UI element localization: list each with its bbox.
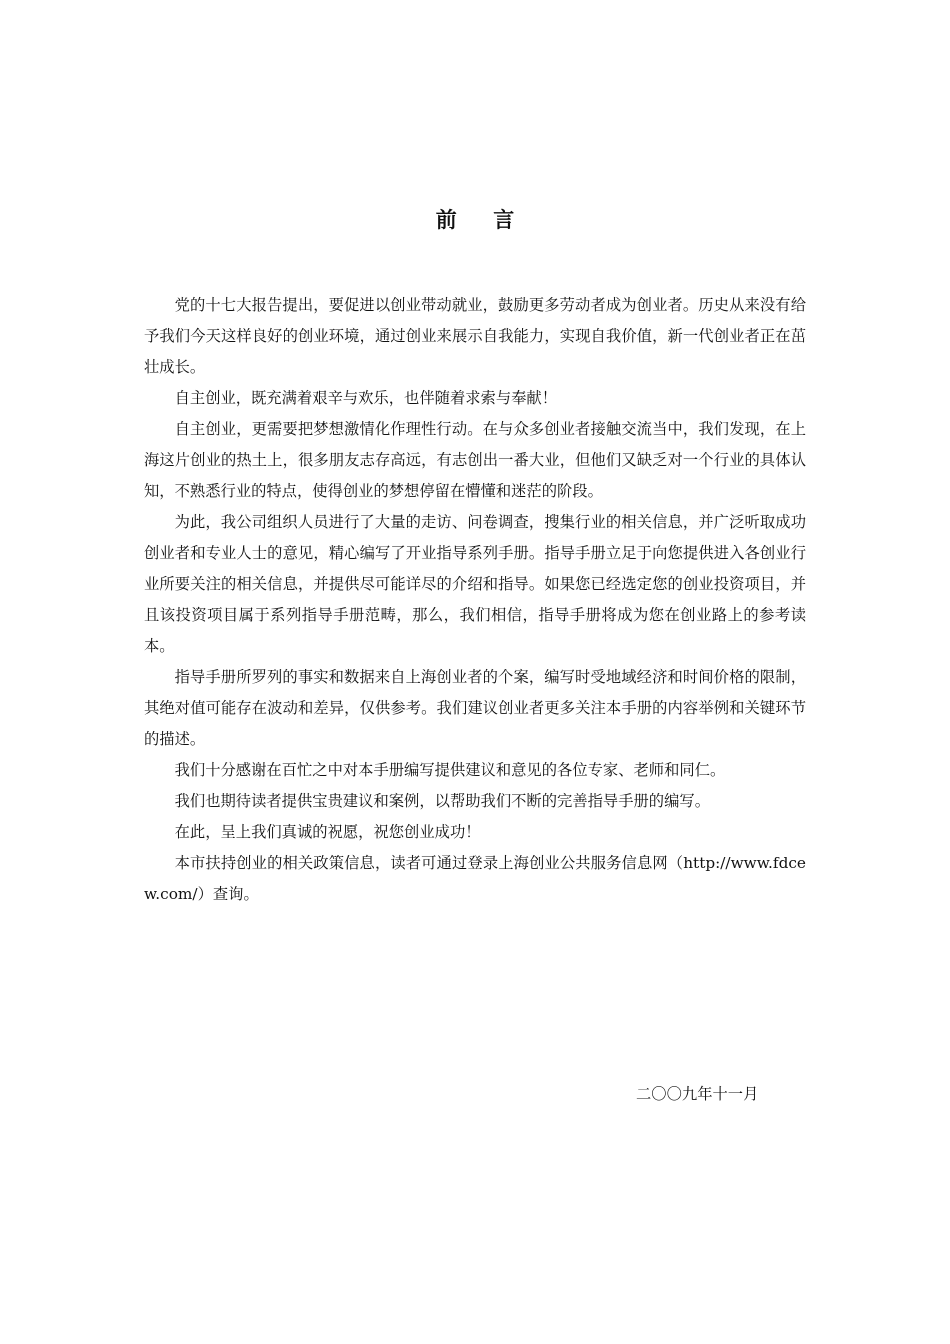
page-title: 前 言	[435, 208, 515, 232]
paragraph-8: 在此，呈上我们真诚的祝愿，祝您创业成功！	[174, 823, 481, 841]
paragraph-7: 我们也期待读者提供宝贵建议和案例，以帮助我们不断的完善指导手册的编写。	[174, 792, 710, 810]
paragraph-2: 自主创业，既充满着艰辛与欢乐，也伴随着求索与奉献！	[174, 389, 558, 407]
preface-body	[144, 290, 806, 910]
paragraph-1: 党的十七大报告提出，要促进以创业带动就业，鼓励更多劳动者成为创业者。历史从来没有给予我们今天这样良好的创业环境，通过创业来展示自我能力，实现自我价值，新一代创业者正在茁壮成长。	[144, 296, 806, 376]
paragraph-3: 自主创业，更需要把梦想激情化作理性行动。在与众多创业者接触交流当中，我们发现，在上海这片创业的热土上，很多朋友志存高远，有志创出一番大业，但他们又缺乏对一个行业的具体认知，不熟悉行业的特点，使得创业的梦想停留在懵懂和迷茫的阶段。	[144, 420, 806, 500]
paragraph-6: 我们十分感谢在百忙之中对本手册编写提供建议和意见的各位专家、老师和同仁。	[174, 761, 726, 779]
paragraph-5: 指导手册所罗列的事实和数据来自上海创业者的个案，编写时受地域经济和时间价格的限制，其绝对值可能存在波动和差异，仅供参考。我们建议创业者更多关注本手册的内容举例和关键环节的描述。	[144, 668, 806, 748]
document-date: 二〇〇九年十一月	[636, 1085, 759, 1103]
paragraph-9-website: 本市扶持创业的相关政策信息，读者可通过登录上海创业公共服务信息网（http://www.fdcew.com/）查询。	[144, 854, 806, 903]
paragraph-4: 为此，我公司组织人员进行了大量的走访、问卷调查，搜集行业的相关信息，并广泛听取成功创业者和专业人士的意见，精心编写了开业指导系列手册。指导手册立足于向您提供进入各创业行业所要关注的相关信息，并提供尽可能详尽的介绍和指导。如果您已经选定您的创业投资项目，并且该投资项目属于系列指导手册范畴，那么，我们相信，指导手册将成为您在创业路上的参考读本。	[144, 513, 806, 655]
